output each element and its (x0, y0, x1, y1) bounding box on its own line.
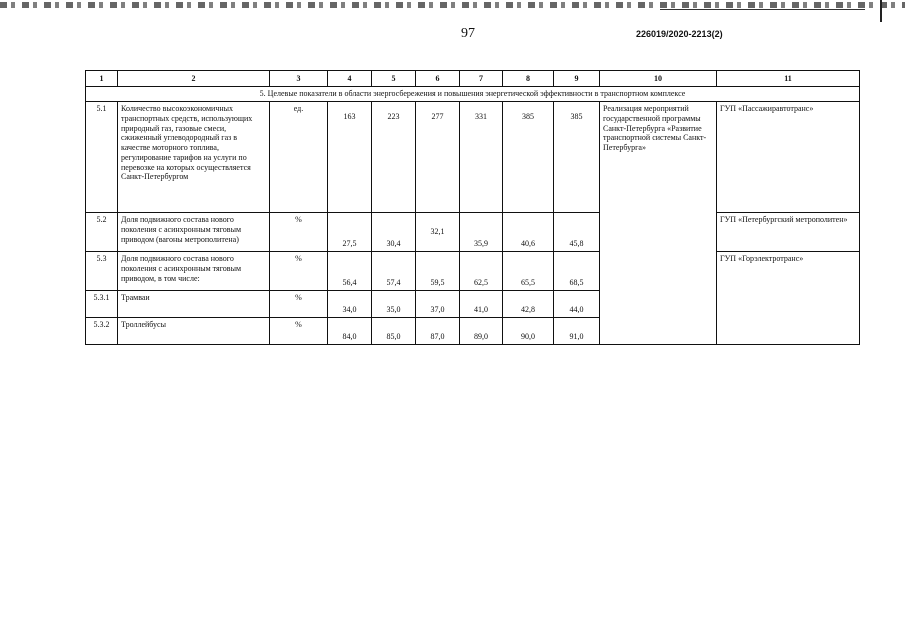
row-id: 5.3 (86, 252, 118, 291)
row-id: 5.1 (86, 102, 118, 213)
column-number: 7 (460, 71, 503, 87)
scan-artifact-line (660, 9, 865, 10)
value-cell: 30,4 (372, 213, 416, 252)
value-cell: 27,5 (328, 213, 372, 252)
executor-cell: ГУП «Пассажиравтотранс» (717, 102, 860, 213)
table-row (86, 252, 860, 291)
scan-artifact-edge (880, 0, 882, 22)
value-cell: 35,9 (460, 213, 503, 252)
value-cell: 59,5 (416, 252, 460, 291)
value-cell: 32,1 (416, 213, 460, 252)
unit: ед. (270, 102, 328, 213)
unit: % (270, 213, 328, 252)
value-cell: 41,0 (460, 291, 503, 318)
value-cell: 90,0 (503, 318, 554, 345)
value-cell: 34,0 (328, 291, 372, 318)
column-number: 3 (270, 71, 328, 87)
unit: % (270, 291, 328, 318)
row-id: 5.3.2 (86, 318, 118, 345)
value-cell: 65,5 (503, 252, 554, 291)
row-id: 5.2 (86, 213, 118, 252)
value-cell: 91,0 (554, 318, 600, 345)
value-cell: 44,0 (554, 291, 600, 318)
indicator-name: Доля подвижного состава нового поколения с асинхронным тяговым приводом (вагоны метрополитена) (118, 213, 270, 252)
value-cell: 385 (554, 102, 600, 213)
column-number: 11 (717, 71, 860, 87)
program-cell: Реализация мероприятий государственной программы Санкт-Петербурга «Развитие транспортной системы Санкт-Петербурга» (600, 102, 717, 345)
scan-artifact-top (0, 2, 905, 8)
value-cell: 40,6 (503, 213, 554, 252)
column-number: 1 (86, 71, 118, 87)
value-cell: 89,0 (460, 318, 503, 345)
column-number: 8 (503, 71, 554, 87)
value-cell: 87,0 (416, 318, 460, 345)
unit: % (270, 252, 328, 291)
row-id: 5.3.1 (86, 291, 118, 318)
section-title-row (86, 87, 860, 102)
value-cell: 68,5 (554, 252, 600, 291)
indicator-name: Доля подвижного состава нового поколения с асинхронным тяговым приводом, в том числе: (118, 252, 270, 291)
column-number-row (86, 71, 860, 87)
value-cell: 84,0 (328, 318, 372, 345)
value-cell: 277 (416, 102, 460, 213)
column-number: 10 (600, 71, 717, 87)
page-number: 97 (461, 26, 475, 41)
value-cell: 37,0 (416, 291, 460, 318)
table-row (86, 102, 860, 213)
value-cell: 163 (328, 102, 372, 213)
executor-cell: ГУП «Горэлектротранс» (717, 252, 860, 345)
value-cell: 62,5 (460, 252, 503, 291)
section-title: 5. Целевые показатели в области энергосбережения и повышения энергетической эффективности в транспортном комплексе (86, 87, 860, 102)
document-id: 226019/2020-2213(2) (636, 29, 723, 39)
value-cell: 85,0 (372, 318, 416, 345)
value-cell: 42,8 (503, 291, 554, 318)
value-cell: 45,8 (554, 213, 600, 252)
table-row (86, 213, 860, 252)
value-cell: 385 (503, 102, 554, 213)
indicator-name: Количество высокоэкономичных транспортных средств, использующих природный газ, газовые смеси, сжиженный углеводородный газ в качестве моторного топлива, регулирование тарифов на услуги по перевозке на которых осуществляется Санкт-Петербургом (118, 102, 270, 213)
value-cell: 35,0 (372, 291, 416, 318)
value-cell: 56,4 (328, 252, 372, 291)
column-number: 5 (372, 71, 416, 87)
indicator-name: Троллейбусы (118, 318, 270, 345)
indicators-table (85, 70, 860, 345)
column-number: 9 (554, 71, 600, 87)
value-cell: 223 (372, 102, 416, 213)
unit: % (270, 318, 328, 345)
executor-cell: ГУП «Петербургский метрополитен» (717, 213, 860, 252)
indicator-name: Трамваи (118, 291, 270, 318)
value-cell: 57,4 (372, 252, 416, 291)
value-cell: 331 (460, 102, 503, 213)
column-number: 4 (328, 71, 372, 87)
column-number: 6 (416, 71, 460, 87)
column-number: 2 (118, 71, 270, 87)
